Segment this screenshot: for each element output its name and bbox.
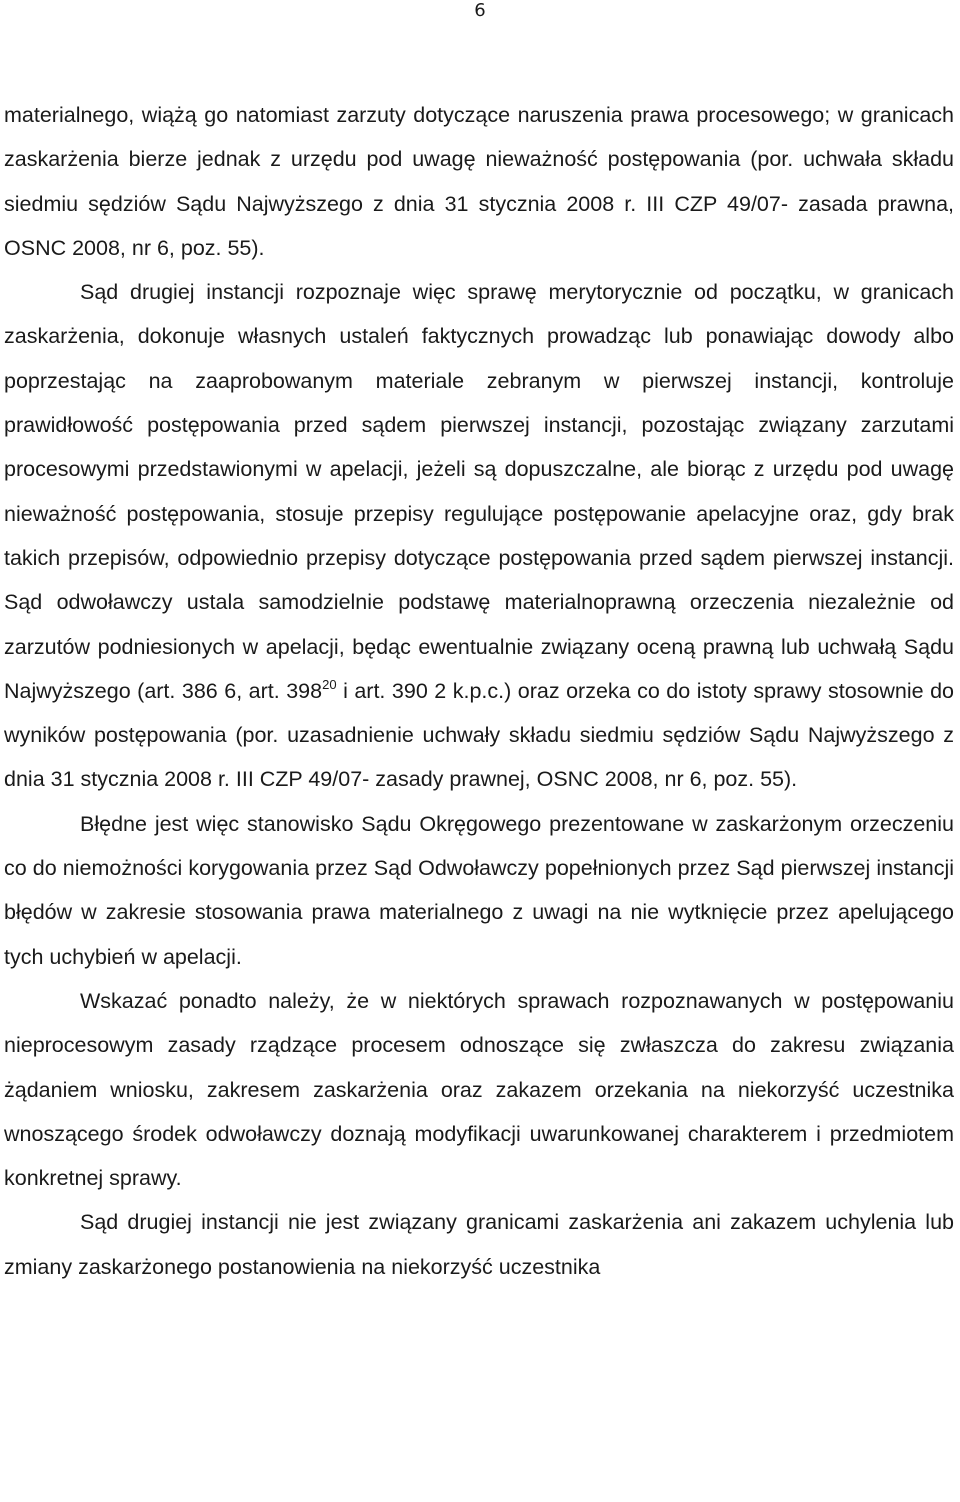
superscript-article-number: 20	[322, 676, 337, 692]
paragraph-continuation: materialnego, wiążą go natomiast zarzuty dotyczące naruszenia prawa procesowego; w granicach zaskarżenia bierze jednak z urzędu pod uwagę nieważność postępowania (por. uchwała składu siedmiu sędziów Sądu Najwyższego z dnia 31 stycznia 2008 r. III CZP 49/07- zasada prawna, OSNC 2008, nr 6, poz. 55).	[4, 103, 954, 260]
paragraph-not-bound: Sąd drugiej instancji nie jest związany granicami zaskarżenia ani zakazem uchylenia lub zmiany zaskarżonego postanowienia na niekorzyść uczestnika	[4, 1210, 954, 1279]
page-number: 6	[474, 0, 486, 21]
paragraph-erroneous-position: Błędne jest więc stanowisko Sądu Okręgowego prezentowane w zaskarżonym orzeczeniu co do niemożności korygowania przez Sąd Odwoławczy popełnionych przez Sąd pierwszej instancji błędów w zakresie stosowania prawa materialnego z uwagi na nie wytknięcie przez apelującego tych uchybień w apelacji.	[4, 811, 954, 969]
paragraph-text: i art. 390 2 k.p.c.) oraz orzeka co do istoty sprawy stosownie do wyników postępowania (por. uzasadnienie uchwały składu siedmiu sędziów Sądu Najwyższego z dnia 31 stycznia 2008 r. III CZP 49/07- zasady prawnej, OSNC 2008, nr 6, poz. 55).	[4, 678, 955, 792]
paragraph-text: Sąd drugiej instancji rozpoznaje więc sprawę merytorycznie od początku, w granicach zaskarżenia, dokonuje własnych ustaleń faktycznych prowadząc lub ponawiając dowody albo poprzestając na zaaprobowanym materiale zebranym w pierwszej instancji, kontroluje prawidłowość postępowania przed sądem pierwszej instancji, pozostając związany zarzutami procesowymi przedstawionymi w apelacji, jeżeli są dopuszczalne, ale biorąc z urzędu pod uwagę nieważność postępowania, stosuje przepisy regulujące postępowanie apelacyjne oraz, gdy brak takich przepisów, odpowiednio przepisy dotyczące postępowania przed sądem pierwszej instancji. Sąd odwoławczy ustala samodzielnie podstawę materialnoprawną orzeczenia niezależnie od zarzutów podniesionych w apelacji, będąc ewentualnie związany oceną prawną lub uchwałą Sądu Najwyższego (art. 386 6, art. 398	[4, 280, 954, 703]
document-body	[4, 93, 954, 1289]
paragraph-non-litigious-proceedings: Wskazać ponadto należy, że w niektórych sprawach rozpoznawanych w postępowaniu nieprocesowym zasady rządzące procesem odnoszące się zwłaszcza do zakresu związania żądaniem wniosku, zakresem zaskarżenia oraz zakazem orzekania na niekorzyść uczestnika wnoszącego środek odwoławczy doznają modyfikacji uwarunkowanej charakterem i przedmiotem konkretnej sprawy.	[4, 988, 954, 1191]
paragraph-second-instance	[4, 270, 954, 802]
